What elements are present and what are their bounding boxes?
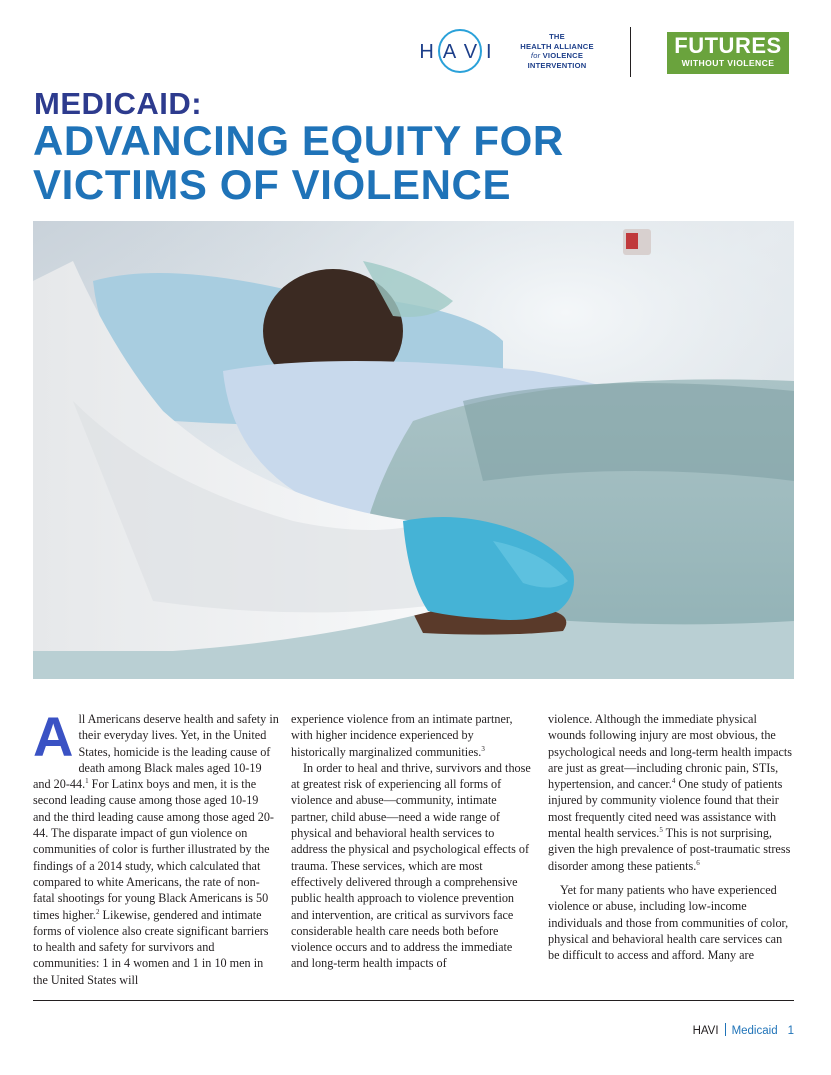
havi-line-3: for VIOLENCE <box>530 51 584 61</box>
body-column-3 <box>548 711 794 963</box>
footer-separator <box>725 1023 726 1036</box>
hero-photo <box>33 221 794 679</box>
page-title <box>33 119 733 207</box>
hero-photo-illustration <box>33 221 794 679</box>
footnote-ref-6: 6 <box>696 858 700 867</box>
futures-logo-bottom: WITHOUT VIOLENCE <box>681 58 775 68</box>
title-kicker: MEDICAID: <box>34 86 203 121</box>
paragraph-continued-2: violence. Although the immediate physical wounds following injury are most obvious, the psychological needs and long-term health impacts are just as great—including chronic pain, STIs, hypertension, and cancer.$^4$ One study of patients injured by community violence found that their most frequently cited need was assistance with mental health services.$^5$ This is not surprising, given the high prevalence of post-traumatic stress disorder among these patients.$^6$ <box>548 712 793 873</box>
paragraph-continued: experience violence from an intimate partner, with higher incidence experienced by historically marginalized communities.$^3$ <box>291 712 513 759</box>
havi-logo-mark <box>410 27 510 75</box>
page-footer <box>0 1023 794 1037</box>
paragraph-heal-and-thrive: In order to heal and thrive, survivors and those at greatest risk of experiencing all forms of violence and abuse—community, intimate partner, child abuse—need a wide range of physical and behavioral health services to address the physical and psychological effects of trauma. These services, which are most effectively delivered through a comprehensive public health approach to violence prevention and intervention, are critical as survivors face considerable health care needs both before violence occurs and to address the immediate and long-term health impacts of <box>291 760 531 971</box>
futures-without-violence-logo <box>667 32 789 74</box>
havi-line-2: HEALTH ALLIANCE <box>520 41 594 51</box>
havi-wordmark: HAVI <box>419 41 501 63</box>
page-number: 1 <box>787 1025 794 1037</box>
footer-rule <box>33 1000 794 1001</box>
footnote-ref-5: 5 <box>659 826 663 835</box>
logo-divider <box>630 27 631 77</box>
footnote-ref-2: 2 <box>95 907 100 916</box>
title-line-2: VICTIMS OF VIOLENCE <box>33 161 512 208</box>
intro-paragraph: All Americans deserve health and safety in their everyday lives. Yet, in the United States, homicide is the leading cause of death among Black males aged 10-19 and 20-44.$^1$ For Latinx boys and men, it is the second leading cause among those aged 10-19 and the third leading cause among those aged 20-44. The disparate impact of gun violence on communities of color is further illustrated by the findings of a 2014 study, which calculated that compared to white Americans, the rate of non-fatal shootings for young Black Americans is 50 times higher.$^2$ Likewise, gendered and intimate forms of violence also create significant barriers to health and safety for survivors and communities: 1 in 4 women and 1 in 10 men in the United States will <box>33 705 279 987</box>
body-column-2 <box>291 711 531 972</box>
havi-line-4: INTERVENTION <box>527 60 587 70</box>
footnote-ref-1: 1 <box>85 777 89 786</box>
havi-logo-text <box>513 32 601 70</box>
footer-section: Medicaid <box>731 1025 778 1037</box>
paragraph-access: Yet for many patients who have experienced violence or abuse, including low-income individuals and those from communities of color, physical and behavioral health care services can be difficult to access and afford. Many are <box>548 882 789 963</box>
body-column-1 <box>33 705 279 988</box>
havi-line-1: THE <box>549 32 565 41</box>
footer-org: HAVI <box>692 1025 719 1037</box>
futures-logo-top: FUTURES <box>674 33 782 58</box>
title-line-1: ADVANCING EQUITY FOR <box>33 117 564 164</box>
footnote-ref-3: 3 <box>481 744 485 753</box>
drop-cap: A <box>33 705 74 768</box>
footnote-ref-4: 4 <box>671 777 676 786</box>
